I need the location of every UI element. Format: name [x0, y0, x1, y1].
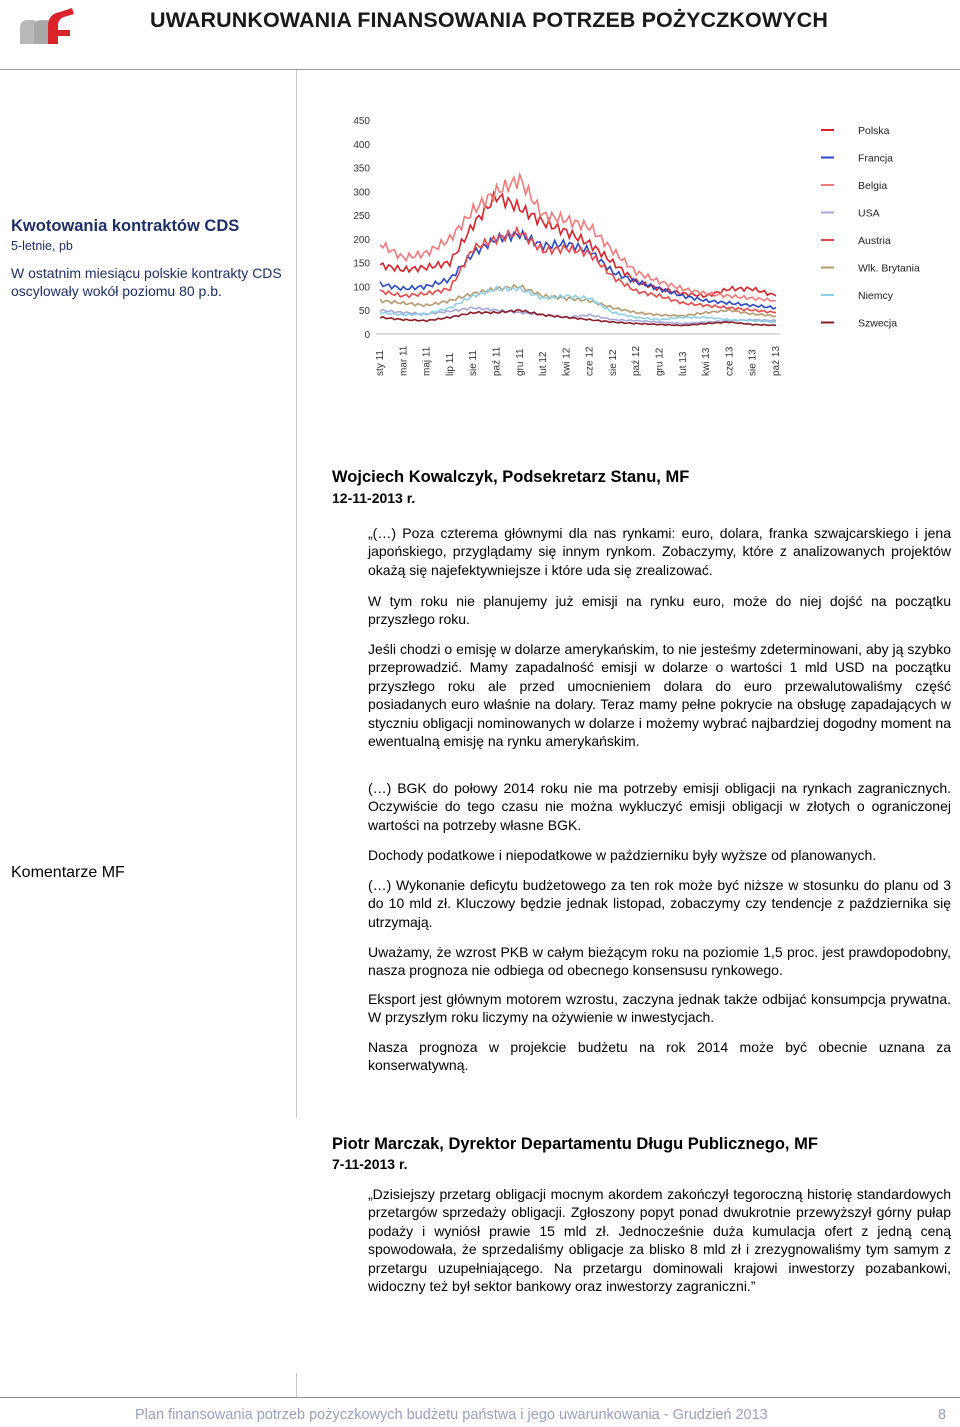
x-tick-label: gru 12	[654, 347, 666, 376]
block2-author: Piotr Marczak, Dyrektor Departamentu Długu Publicznego, MF	[332, 1135, 818, 1153]
block2-paragraph: „Dzisiejszy przetarg obligacji mocnym akordem zakończył tegoroczną historię standardowych przetargów sprzedaży obligacji. Zgłoszony popyt ponad dwukrotnie przewyższył górny pułap podaży i wyniósł prawie 15 mld zł. Jednocześnie duża kumulacja ofert z jedną ceną spowodowała, że sprzedaliśmy obligacje za blisko 8 mld zł i zrezygnowaliśmy tym samym z przetargu uzupełniającego. Na przetargu dominowali krajowi inwestorzy pozabankowi, widoczny też był sektor bankowy oraz inwestorzy zagraniczni.”	[368, 1186, 951, 1295]
mf-logo-icon	[18, 6, 80, 48]
x-tick-label: cze 12	[584, 346, 596, 376]
page-title: UWARUNKOWANIA FINANSOWANIA POTRZEB POŻYCZKOWYCH	[150, 8, 828, 32]
x-tick-label: paź 13	[771, 345, 782, 376]
header-divider	[0, 69, 960, 70]
x-tick-label: sie 13	[747, 349, 759, 376]
legend-label: Niemcy	[858, 290, 894, 302]
series-line-belgia	[380, 175, 776, 302]
block1-date: 12-11-2013 r.	[332, 490, 416, 506]
block1-paragraph: (…) BGK do połowy 2014 roku nie ma potrzeby emisji obligacji na rynkach zagranicznych. Oczywiście do tego czasu nie można wykluczyć emisji obligacji w złotych o ograniczonej wartości na potrzeby własne BGK.	[368, 780, 951, 833]
column-divider	[296, 70, 297, 1118]
y-tick-label: 150	[353, 258, 370, 270]
x-tick-label: cze 13	[724, 346, 736, 376]
legend-label: Wlk. Brytania	[858, 262, 920, 275]
cds-subtitle: 5-letnie, pb	[11, 239, 73, 253]
legend-label: USA	[858, 207, 880, 220]
x-tick-label: kwi 13	[701, 347, 713, 376]
x-tick-label: lip 11	[444, 352, 456, 376]
block1-paragraph: Dochody podatkowe i niepodatkowe w październiku były wyższe od planowanych.	[368, 847, 877, 863]
x-tick-label: kwi 12	[561, 347, 573, 376]
block2-date: 7-11-2013 r.	[332, 1156, 408, 1172]
y-tick-label: 250	[353, 211, 370, 223]
block1-paragraph: Uważamy, że wzrost PKB w całym bieżącym roku na poziomie 1,5 proc. jest prawdopodobny, nasza prognoza nie odbiega od obecnego konsensusu rynkowego.	[368, 944, 951, 979]
x-tick-label: lut 13	[677, 351, 689, 376]
y-tick-label: 300	[353, 187, 370, 199]
column-divider-bottom	[296, 1373, 297, 1397]
x-tick-label: sty 11	[375, 350, 386, 376]
x-tick-label: lut 12	[538, 351, 550, 376]
block1-paragraph: W tym roku nie planujemy już emisji na rynku euro, może do niej dojść na początku przyszłego roku.	[368, 593, 951, 628]
x-tick-label: maj 11	[421, 346, 433, 376]
x-tick-label: mar 11	[398, 345, 410, 376]
y-tick-label: 350	[353, 163, 370, 175]
legend-label: Polska	[858, 125, 890, 137]
cds-chart	[340, 108, 940, 380]
comments-label: Komentarze MF	[11, 864, 125, 881]
legend-label: Szwecja	[858, 317, 898, 330]
legend-label: Belgia	[858, 180, 888, 192]
cds-description: W ostatnim miesiącu polskie kontrakty CDS oscylowały wokół poziomu 80 p.b.	[11, 265, 282, 299]
block1-paragraph: Jeśli chodzi o emisję w dolarze amerykańskim, to nie jesteśmy zdeterminowani, aby ją szybko przeprowadzić. Mamy zapadalność emisji w dolarze o wartości 1 mld USD na początku przyszłego roku ale przed umocnieniem dolara do euro przewalutowaliśmy część posiadanych euro właśnie na dolary. Teraz mamy pełne pokrycie na obsługę zapadających w styczniu obligacji nominowanych w dolarze i możemy wybrać najbardziej dogodny moment na ewentualną emisję na rynku amerykańskim.	[368, 641, 951, 750]
page-header	[0, 0, 960, 70]
block1-paragraph: Nasza prognoza w projekcie budżetu na rok 2014 może być obecnie uznana za konserwatywną.	[368, 1039, 951, 1074]
block1-author: Wojciech Kowalczyk, Podsekretarz Stanu, MF	[332, 468, 690, 486]
y-tick-label: 0	[364, 330, 370, 341]
block1-paragraph: Eksport jest głównym motorem wzrostu, zaczyna jednak także odbijać konsumpcja prywatna. W przyszłym roku liczymy na ożywienie w inwestycjach.	[368, 991, 951, 1026]
y-tick-label: 400	[353, 139, 370, 151]
y-tick-label: 50	[358, 306, 370, 318]
block1-paragraph: „(…) Poza czterema głównymi dla nas rynkami: euro, dolara, franka szwajcarskiego i jena japońskiego, przyglądamy się innym rynkom. Zobaczymy, które z analizowanych projektów okażą się najefektywniejsze i które uda się zrealizować.	[368, 525, 951, 578]
page-number: 8	[938, 1407, 947, 1423]
y-tick-label: 100	[353, 282, 370, 294]
y-tick-label: 450	[353, 116, 370, 127]
cds-title: Kwotowania kontraktów CDS	[11, 217, 240, 235]
x-tick-label: sie 12	[607, 349, 619, 376]
block1-paragraph: (…) Wykonanie deficytu budżetowego za ten rok może być niższe w stosunku do planu od 3 do 10 mld zł. Kluczowy będzie jednak listopad, zobaczymy czy tendencje z października się utrzymają.	[368, 877, 951, 930]
x-tick-label: paź 12	[631, 345, 643, 376]
legend-label: Austria	[858, 235, 891, 247]
footer-divider	[0, 1397, 960, 1398]
y-tick-label: 200	[353, 234, 370, 246]
footer-text: Plan finansowania potrzeb pożyczkowych budżetu państwa i jego uwarunkowania - Grudzień 2013	[135, 1407, 768, 1423]
x-tick-label: sie 11	[468, 350, 480, 376]
legend-label: Francja	[858, 152, 894, 165]
x-tick-label: gru 11	[514, 348, 526, 376]
x-tick-label: paź 11	[491, 346, 503, 376]
